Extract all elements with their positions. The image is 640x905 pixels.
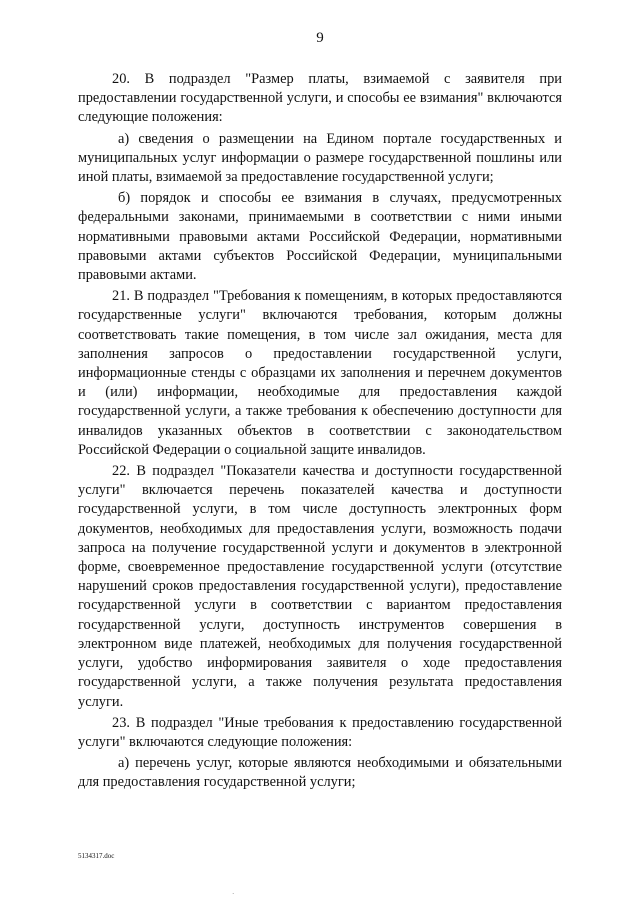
paragraph-20: 20. В подраздел "Размер платы, взимаемой с заявителя при предоставлении государственной услуги, и способы ее взимания" включаются следующие положения: xyxy=(78,71,562,126)
paragraph-22: 22. В подраздел "Показатели качества и доступности государственной услуги" включается перечень показателей качества и доступности государственной услуги, в том числе доступность электронных форм документов, необходимых для предоставления услуги, возможность подачи запроса на получение государственной услуги и документов в электронной форме, своевременное предоставление государственной услуги (отсутствие нарушений сроков предоставления государственной услуги), предоставление государственной услуги в соответствии с вариантом предоставления государственной услуги, доступность инструментов совершения в электронном виде платежей, необходимых для получения государственной услуги, удобство информирования заявителя о ходе предоставления государственной услуги, а также получения результата предоставления услуги. xyxy=(78,463,562,710)
paragraph-23: 23. В подраздел "Иные требования к предоставлению государственной услуги" включаются следующие положения: xyxy=(78,714,562,750)
paragraph-20-b: б) порядок и способы ее взимания в случаях, предусмотренных федеральными законами, принимаемыми в соответствии с ними иными нормативными правовыми актами Российской Федерации, нормативными правовыми актами субъектов Российской Федерации, муниципальными правовыми актами. xyxy=(78,190,562,284)
footer-filename: 5134317.doc xyxy=(78,852,115,860)
bottom-mark: · xyxy=(232,890,235,898)
paragraph-21: 21. В подраздел "Требования к помещениям, в которых предоставляются государственные услуги" включаются требования, которым должны соответствовать такие помещения, в том числе зал ожидания, места для заполнения запросов о предоставлении государственной услуги, информационные стенды с образцами их заполнения и перечнем документов и (или) информации, необходимые для предоставления каждой государственной услуги, а также требования к обеспечению доступности для инвалидов указанных объектов в соответствии с законодательством Российской Федерации о социальной защите инвалидов. xyxy=(78,288,562,458)
document-body xyxy=(78,70,562,795)
page-number: 9 xyxy=(316,30,324,46)
paragraph-20-a: а) сведения о размещении на Едином портале государственных и муниципальных услуг информации о размере государственной пошлины или иной платы, взимаемой за предоставление государственной услуги; xyxy=(78,130,562,186)
paragraph-23-a: а) перечень услуг, которые являются необходимыми и обязательными для предоставления государственной услуги; xyxy=(78,755,562,791)
